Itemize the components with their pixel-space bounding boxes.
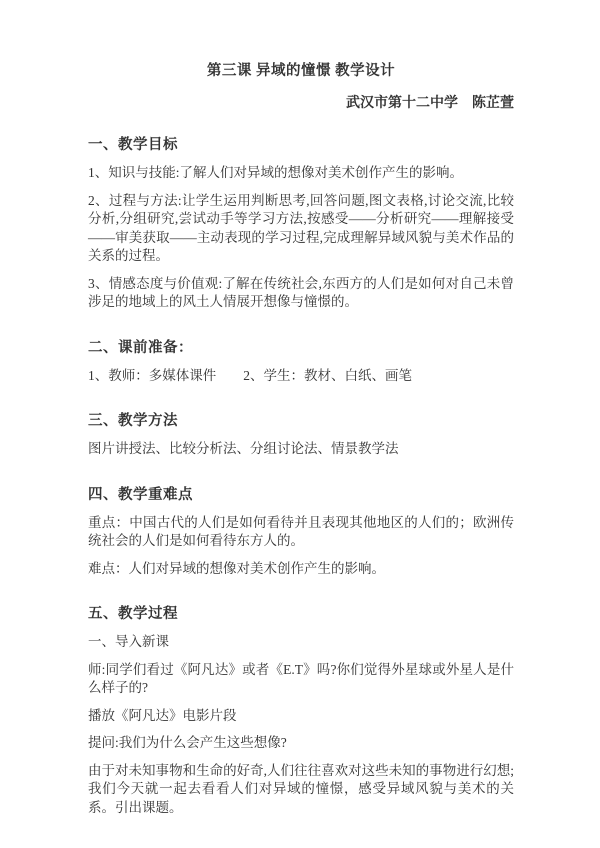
paragraph: 播放《阿凡达》电影片段: [88, 707, 237, 723]
paragraph: 图片讲授法、比较分析法、分组讨论法、情景教学法: [88, 441, 399, 456]
section-heading: 五、教学过程: [88, 606, 178, 622]
section-heading: 二、课前准备：: [88, 339, 193, 356]
section-class-preparation: [88, 339, 514, 386]
paragraph: 由于对未知事物和生命的好奇,人们往往喜欢对这些未知的事物进行幻想;我们今天就一起去看看人们对异域的憧憬，感受异域风貌与美术的关系。引出课题。: [88, 762, 514, 815]
paragraph: 1、教师：多媒体课件 2、学生：教材、白纸、画笔: [88, 367, 412, 383]
paragraph: 3、情感态度与价值观:了解在传统社会,东西方的人们是如何对自己未曾涉足的地域上的风土人情展开想像与憧憬的。: [88, 275, 514, 309]
section-heading: 一、教学目标: [88, 137, 178, 153]
paragraph: 2、过程与方法:让学生运用判断思考,回答问题,图文表格,讨论交流,比较分析,分组研究,尝试动手等学习方法,按感受——分析研究——理解接受——审美获取——主动表现的学习过程,完成理解异域风貌与美术作品的关系的过程。: [88, 192, 514, 263]
paragraph: 1、知识与技能:了解人们对异域的想像对美术创作产生的影响。: [88, 165, 463, 180]
paragraph: 师:同学们看过《阿凡达》或者《E.T》吗?你们觉得外星球或外星人是什么样子的?: [88, 661, 514, 695]
section-teaching-goals: [88, 136, 514, 312]
paragraph: 重点：中国古代的人们是如何看待并且表现其他地区的人们的；欧洲传统社会的人们是如何看待东方人的。: [88, 514, 514, 548]
paragraph: 一、导入新课: [88, 634, 169, 649]
paragraph: 提问:我们为什么会产生这些想像?: [88, 735, 287, 750]
document-byline: 武汉市第十二中学 陈芷萱: [346, 96, 514, 111]
section-heading: 四、教学重难点: [88, 486, 193, 503]
document-title: 第三课 异域的憧憬 教学设计: [206, 63, 396, 79]
paragraph: 难点：人们对异域的想像对美术创作产生的影响。: [88, 560, 385, 576]
section-teaching-methods: [88, 412, 514, 459]
section-teaching-process: [88, 605, 514, 817]
section-key-difficult-points: [88, 486, 514, 579]
section-heading: 三、教学方法: [88, 413, 178, 429]
